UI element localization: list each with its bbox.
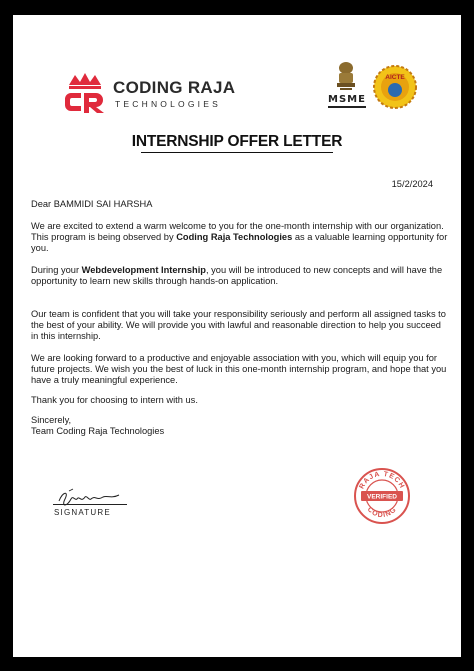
greeting: Dear BAMMIDI SAI HARSHA — [31, 199, 153, 209]
msme-label: MSME — [328, 94, 366, 105]
sincerely-line: Sincerely, — [31, 415, 72, 425]
stamp-bottom-text: CODING — [365, 506, 399, 520]
letter-title: INTERNSHIP OFFER LETTER — [131, 133, 343, 150]
internship-name-bold: Webdevelopment Internship — [81, 265, 206, 275]
paragraph-internship — [31, 265, 449, 287]
offer-letter-page — [13, 15, 461, 657]
company-name-bold: Coding Raja Technologies — [176, 232, 293, 243]
company-subtitle: TECHNOLOGIES — [115, 99, 221, 109]
paragraph-internship-text-end: , you will be introduced to new concepts and will have the opportunity to learn new skills through hands-on application. — [31, 265, 443, 287]
signature-line — [53, 504, 127, 505]
thanks-line: Thank you for choosing to intern with us. — [31, 395, 198, 405]
aicte-label: AICTE — [385, 74, 405, 81]
stamp-verified-text: VERIFIED — [367, 493, 397, 501]
crown-cr-logo-icon — [59, 71, 111, 117]
aicte-logo-icon — [373, 65, 417, 109]
team-line: Team Coding Raja Technologies — [31, 426, 165, 436]
signature-label: SIGNATURE — [54, 508, 111, 517]
national-emblem-icon — [333, 60, 359, 94]
letter-date: 15/2/2024 — [391, 179, 433, 189]
company-logo — [59, 71, 236, 117]
company-name: CODING RAJA — [113, 78, 236, 97]
title-underline — [141, 152, 333, 153]
msme-logo — [328, 94, 368, 114]
paragraph-welcome — [31, 221, 449, 255]
paragraph-welcome-text: We are excited to extend a warm welcome to you for the one-month internship with our organization. This program is being observed by — [31, 221, 444, 243]
paragraph-internship-text: During your — [31, 265, 82, 275]
paragraph-responsibility: Our team is confident that you will take your responsibility seriously and perform all assigned tasks to the best of your ability. We will provide you with lawful and reasonable direction to help you succeed in this internship. — [31, 309, 446, 342]
svg-text:CODING — [366, 506, 399, 519]
verified-stamp-icon — [353, 467, 411, 525]
msme-underline — [328, 106, 366, 108]
stamp-top-text: RAJA TECH — [358, 470, 406, 491]
paragraph-closing: We are looking forward to a productive and enjoyable association with you, which will equip you for future projects. We wish you the best of luck in this one-month internship program, and hope that you have a truly meaningful experience. — [31, 353, 447, 386]
paragraph-welcome-text-end: as a valuable learning opportunity for you. — [31, 232, 448, 254]
